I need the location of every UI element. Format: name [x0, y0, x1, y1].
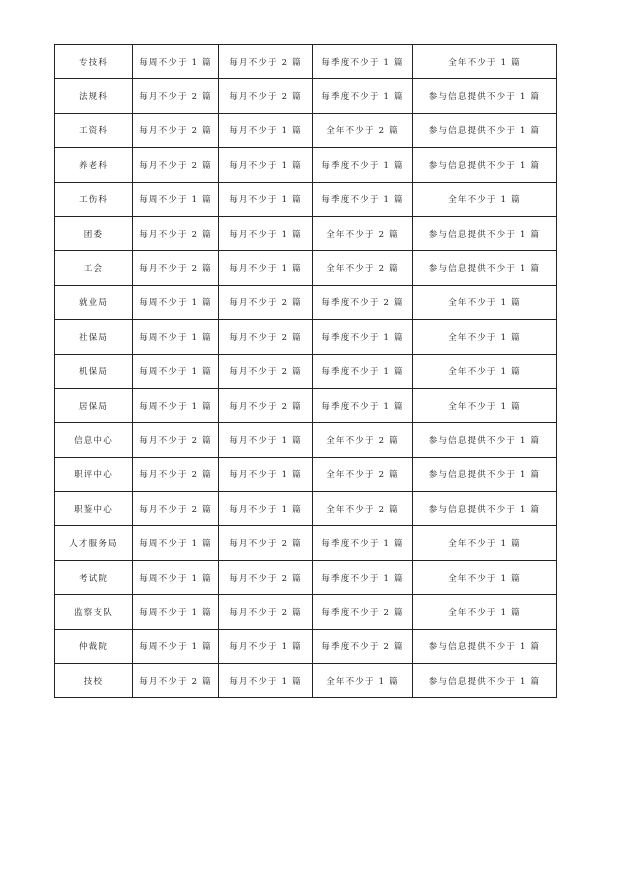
quota-cell: 全年不少于 1 篇	[413, 354, 557, 388]
quota-cell: 全年不少于 1 篇	[413, 595, 557, 629]
quota-cell: 每月不少于 2 篇	[219, 595, 313, 629]
quota-cell: 全年不少于 1 篇	[413, 182, 557, 216]
quota-cell: 全年不少于 1 篇	[413, 388, 557, 422]
unit-cell: 工伤科	[55, 182, 133, 216]
quota-cell: 全年不少于 2 篇	[313, 113, 413, 147]
quota-cell: 每月不少于 1 篇	[219, 457, 313, 491]
unit-cell: 法规科	[55, 79, 133, 113]
table-row	[55, 148, 557, 182]
table-row	[55, 182, 557, 216]
quota-cell: 每月不少于 2 篇	[219, 45, 313, 79]
unit-cell: 就业局	[55, 285, 133, 319]
quota-cell: 每月不少于 2 篇	[133, 113, 219, 147]
quota-cell: 每月不少于 2 篇	[133, 79, 219, 113]
quota-cell: 每月不少于 1 篇	[219, 629, 313, 663]
table-row	[55, 457, 557, 491]
quota-cell: 每月不少于 2 篇	[133, 457, 219, 491]
quota-cell: 每周不少于 1 篇	[133, 182, 219, 216]
quota-cell: 每月不少于 2 篇	[133, 251, 219, 285]
quota-cell: 每周不少于 1 篇	[133, 560, 219, 594]
quota-cell: 每月不少于 1 篇	[219, 251, 313, 285]
table-row	[55, 79, 557, 113]
quota-cell: 每周不少于 1 篇	[133, 354, 219, 388]
table-row	[55, 113, 557, 147]
quota-cell: 每月不少于 2 篇	[133, 148, 219, 182]
quota-cell: 每周不少于 1 篇	[133, 388, 219, 422]
quota-cell: 每月不少于 1 篇	[219, 492, 313, 526]
quota-cell: 全年不少于 2 篇	[313, 251, 413, 285]
unit-cell: 居保局	[55, 388, 133, 422]
unit-cell: 人才服务局	[55, 526, 133, 560]
quota-cell: 参与信息提供不少于 1 篇	[413, 492, 557, 526]
table-row	[55, 45, 557, 79]
quota-cell: 全年不少于 1 篇	[313, 664, 413, 698]
quota-cell: 每季度不少于 1 篇	[313, 526, 413, 560]
quota-cell: 每季度不少于 1 篇	[313, 148, 413, 182]
unit-cell: 监察支队	[55, 595, 133, 629]
quota-cell: 每月不少于 1 篇	[219, 216, 313, 250]
unit-cell: 职评中心	[55, 457, 133, 491]
quota-cell: 参与信息提供不少于 1 篇	[413, 664, 557, 698]
quota-cell: 每月不少于 2 篇	[133, 664, 219, 698]
quota-cell: 每周不少于 1 篇	[133, 526, 219, 560]
quota-cell: 每月不少于 2 篇	[219, 526, 313, 560]
table-row	[55, 354, 557, 388]
unit-cell: 信息中心	[55, 423, 133, 457]
quota-cell: 参与信息提供不少于 1 篇	[413, 148, 557, 182]
table-row	[55, 526, 557, 560]
quota-cell: 每季度不少于 1 篇	[313, 560, 413, 594]
quota-cell: 每月不少于 1 篇	[219, 664, 313, 698]
quota-cell: 全年不少于 1 篇	[413, 526, 557, 560]
quota-cell: 每周不少于 1 篇	[133, 45, 219, 79]
quota-cell: 全年不少于 1 篇	[413, 285, 557, 319]
quota-cell: 全年不少于 1 篇	[413, 560, 557, 594]
quota-cell: 每季度不少于 1 篇	[313, 45, 413, 79]
quota-cell: 参与信息提供不少于 1 篇	[413, 251, 557, 285]
quota-cell: 参与信息提供不少于 1 篇	[413, 79, 557, 113]
unit-cell: 技校	[55, 664, 133, 698]
quota-cell: 全年不少于 1 篇	[413, 320, 557, 354]
quota-cell: 每周不少于 1 篇	[133, 595, 219, 629]
table-row	[55, 285, 557, 319]
quota-cell: 每月不少于 2 篇	[219, 285, 313, 319]
quota-cell: 每月不少于 2 篇	[219, 388, 313, 422]
quota-cell: 全年不少于 2 篇	[313, 423, 413, 457]
quota-cell: 每月不少于 2 篇	[133, 423, 219, 457]
quota-cell: 每季度不少于 2 篇	[313, 285, 413, 319]
table-row	[55, 423, 557, 457]
table-row	[55, 251, 557, 285]
table-row	[55, 320, 557, 354]
unit-cell: 工会	[55, 251, 133, 285]
table-row	[55, 664, 557, 698]
quota-cell: 每周不少于 1 篇	[133, 285, 219, 319]
table-row	[55, 595, 557, 629]
table-row	[55, 629, 557, 663]
quota-cell: 参与信息提供不少于 1 篇	[413, 113, 557, 147]
quota-cell: 每季度不少于 1 篇	[313, 79, 413, 113]
unit-cell: 专技科	[55, 45, 133, 79]
quota-cell: 参与信息提供不少于 1 篇	[413, 216, 557, 250]
unit-cell: 仲裁院	[55, 629, 133, 663]
quota-cell: 每季度不少于 1 篇	[313, 354, 413, 388]
quota-cell: 参与信息提供不少于 1 篇	[413, 423, 557, 457]
table-row	[55, 560, 557, 594]
quota-cell: 每月不少于 2 篇	[133, 492, 219, 526]
quota-cell: 参与信息提供不少于 1 篇	[413, 629, 557, 663]
unit-cell: 工资科	[55, 113, 133, 147]
quota-cell: 每月不少于 2 篇	[133, 216, 219, 250]
quota-cell: 全年不少于 2 篇	[313, 492, 413, 526]
quota-cell: 全年不少于 1 篇	[413, 45, 557, 79]
unit-cell: 养老科	[55, 148, 133, 182]
quota-cell: 参与信息提供不少于 1 篇	[413, 457, 557, 491]
unit-cell: 职鉴中心	[55, 492, 133, 526]
table-row	[55, 388, 557, 422]
quota-table-body	[55, 45, 557, 698]
quota-cell: 全年不少于 2 篇	[313, 216, 413, 250]
quota-cell: 每周不少于 1 篇	[133, 320, 219, 354]
table-row	[55, 216, 557, 250]
table-row	[55, 492, 557, 526]
quota-cell: 每月不少于 2 篇	[219, 320, 313, 354]
unit-cell: 机保局	[55, 354, 133, 388]
unit-cell: 考试院	[55, 560, 133, 594]
quota-cell: 每月不少于 1 篇	[219, 148, 313, 182]
quota-cell: 每月不少于 2 篇	[219, 79, 313, 113]
quota-cell: 每周不少于 1 篇	[133, 629, 219, 663]
quota-table	[54, 44, 557, 698]
quota-cell: 每月不少于 1 篇	[219, 423, 313, 457]
quota-cell: 每季度不少于 2 篇	[313, 629, 413, 663]
unit-cell: 社保局	[55, 320, 133, 354]
quota-cell: 每月不少于 1 篇	[219, 113, 313, 147]
quota-cell: 全年不少于 2 篇	[313, 457, 413, 491]
unit-cell: 团委	[55, 216, 133, 250]
quota-cell: 每季度不少于 1 篇	[313, 182, 413, 216]
quota-cell: 每月不少于 2 篇	[219, 354, 313, 388]
quota-cell: 每季度不少于 1 篇	[313, 388, 413, 422]
quota-cell: 每月不少于 2 篇	[219, 560, 313, 594]
quota-cell: 每月不少于 1 篇	[219, 182, 313, 216]
quota-cell: 每季度不少于 1 篇	[313, 320, 413, 354]
quota-cell: 每季度不少于 2 篇	[313, 595, 413, 629]
